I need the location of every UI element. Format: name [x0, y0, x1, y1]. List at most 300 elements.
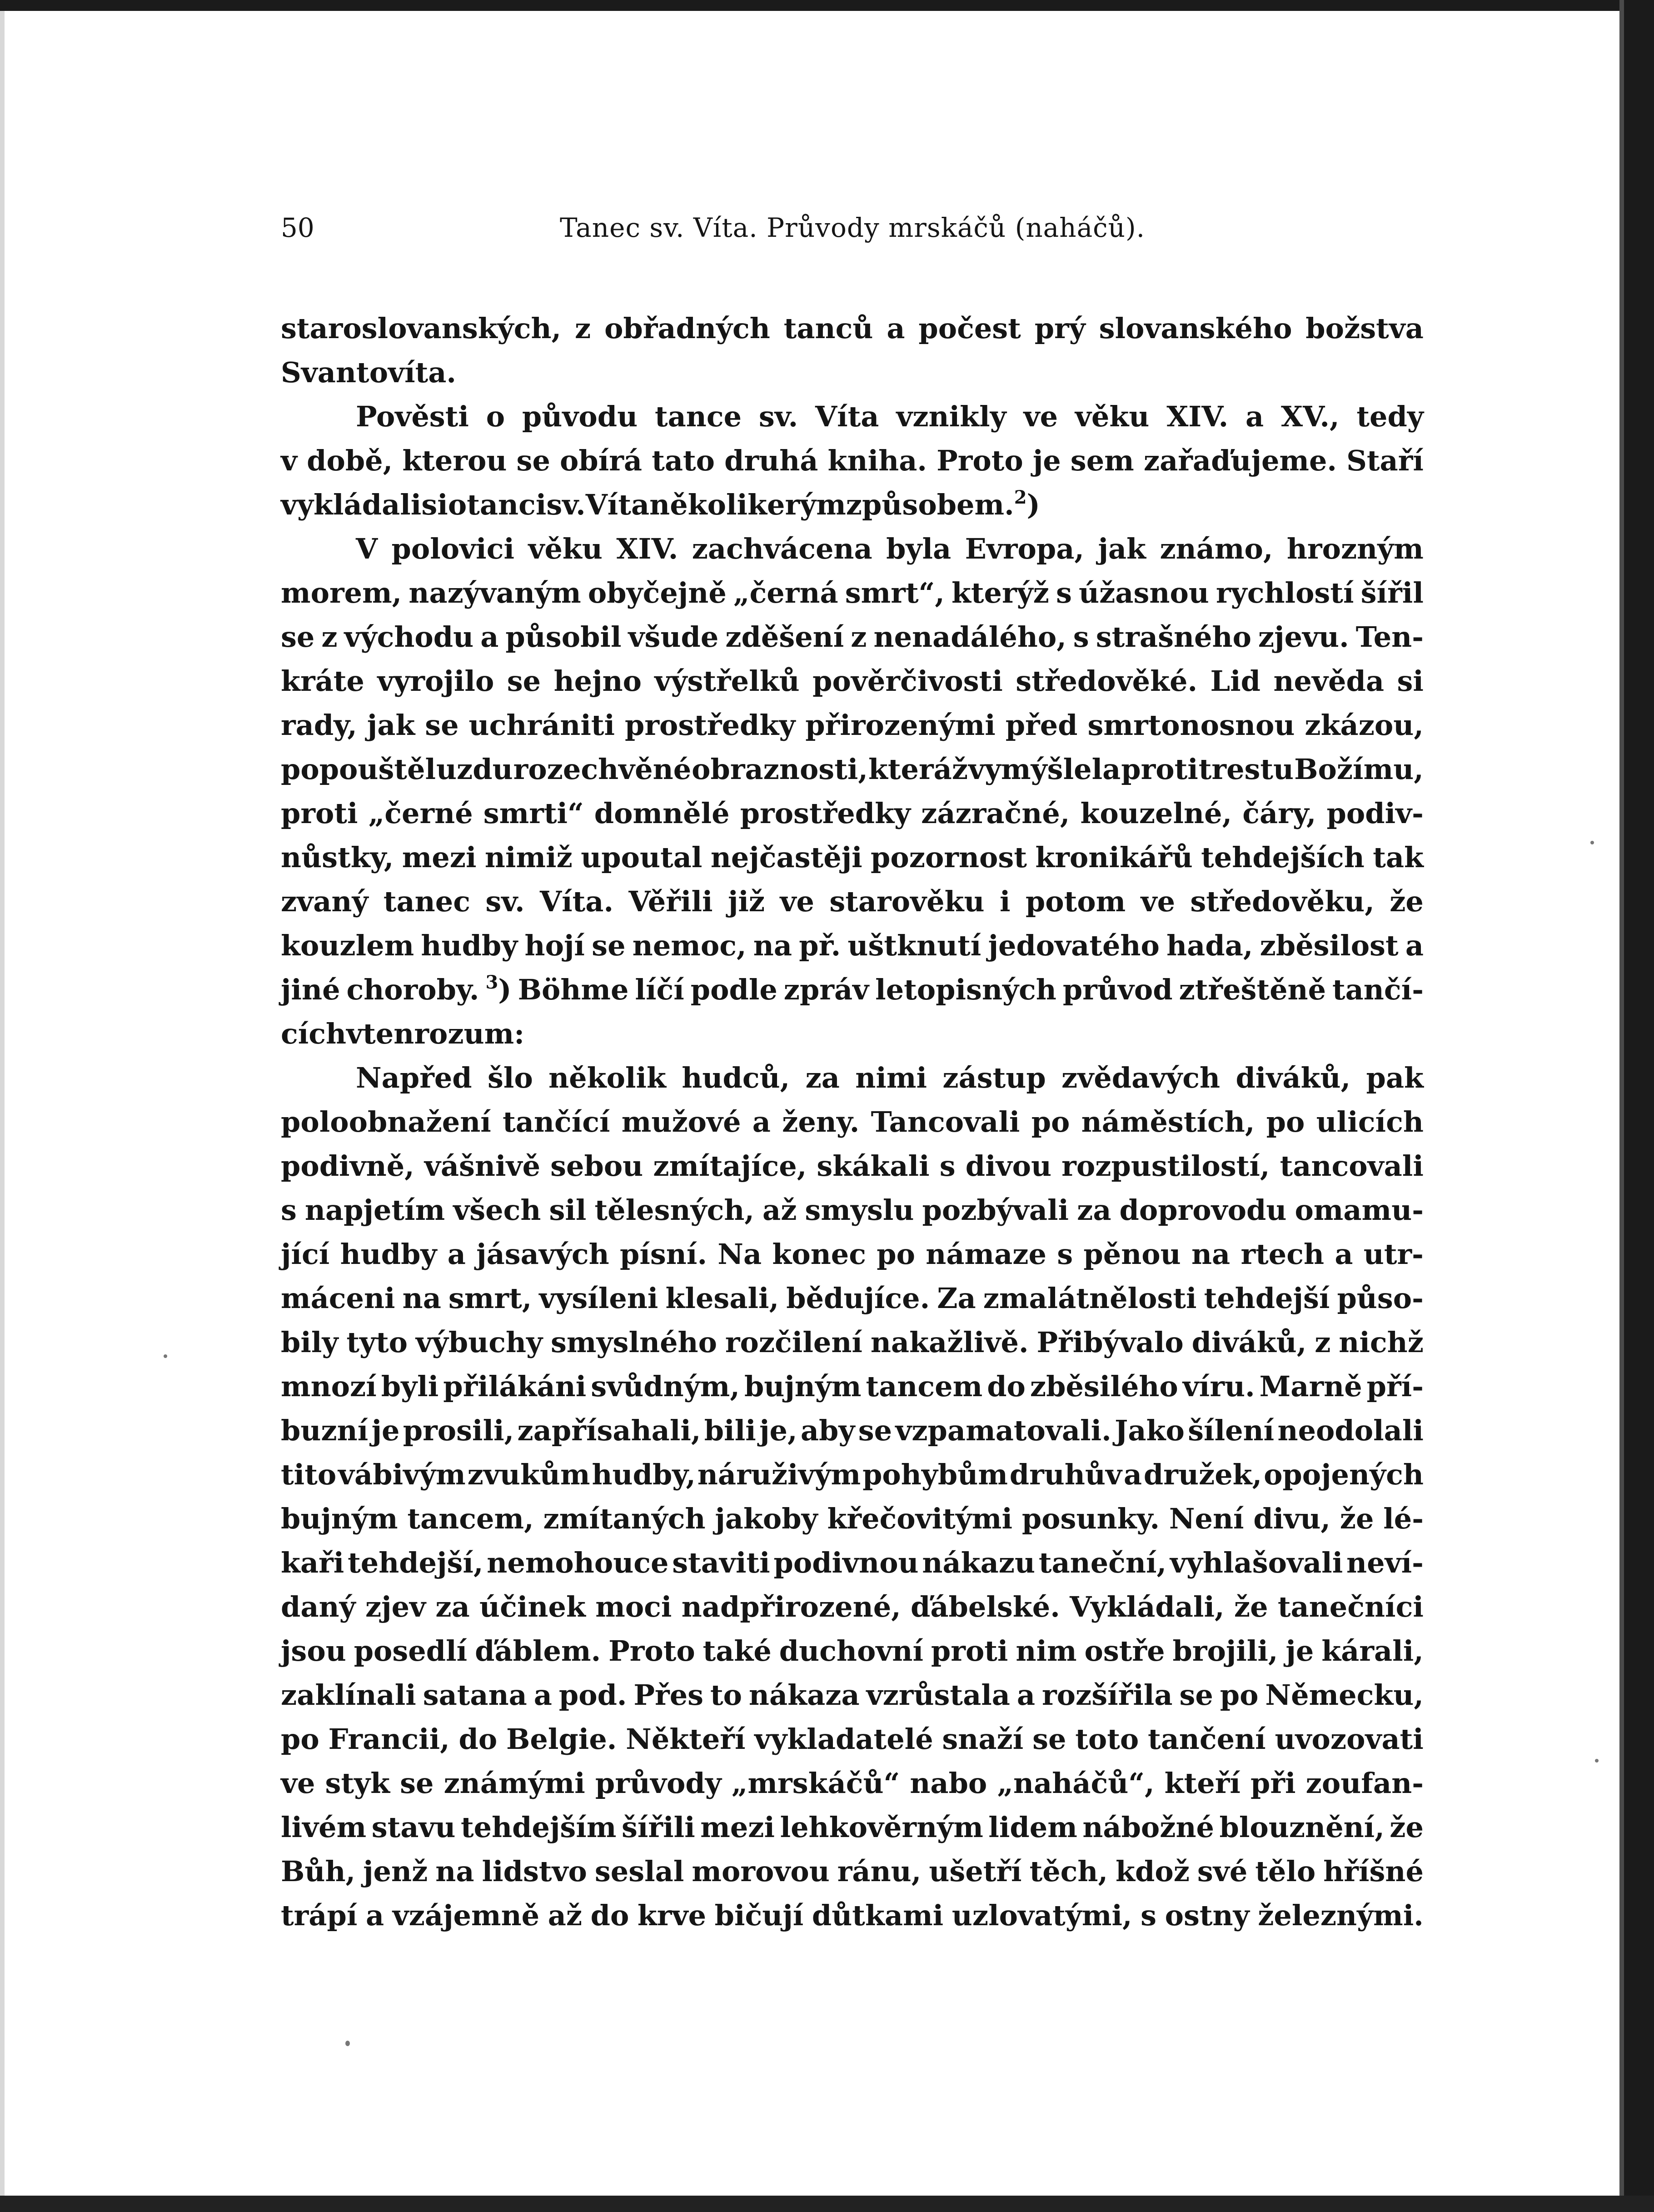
word: XIV.: [616, 532, 678, 565]
word: se: [281, 620, 315, 654]
word: si: [421, 488, 448, 521]
word: to: [710, 1678, 742, 1712]
word: podle: [690, 973, 777, 1006]
word: jící: [281, 1238, 330, 1271]
word: tak: [1373, 841, 1424, 874]
word: zapřísahali,: [517, 1414, 701, 1447]
scan-border-right: [1624, 0, 1654, 2212]
word: napjetím: [304, 1193, 445, 1227]
word: nůstky,: [281, 841, 394, 874]
word: proti: [1121, 753, 1198, 786]
word: zázračné,: [921, 797, 1070, 830]
word: tehdejší: [1204, 1282, 1330, 1315]
word: Německu,: [1265, 1678, 1424, 1712]
word: daný: [281, 1590, 356, 1623]
word: Marně: [1259, 1370, 1362, 1403]
word: proti: [281, 797, 358, 830]
word: vysíleni: [539, 1282, 658, 1315]
page-number: 50: [281, 212, 314, 243]
word: za: [805, 1061, 840, 1094]
word: do: [987, 1370, 1026, 1403]
word: ušetří: [929, 1855, 1022, 1888]
word: kronikářů: [1035, 841, 1193, 874]
word: morem,: [281, 576, 402, 609]
word: zděšení: [725, 620, 844, 654]
word: ulicích: [1316, 1105, 1424, 1138]
running-head: Tanec sv. Víta. Průvody mrskáčů (naháčů).: [560, 212, 1146, 243]
word: pak: [1366, 1061, 1424, 1094]
word: nimiž: [484, 841, 573, 874]
word: tělesných,: [594, 1193, 754, 1227]
word: zvědavých: [1061, 1061, 1221, 1094]
word: nimi: [855, 1061, 927, 1094]
word: diváků,: [1236, 1061, 1351, 1094]
word: trestu: [1198, 753, 1294, 786]
word: rozčilení: [725, 1326, 862, 1359]
word: zjevu.: [1258, 620, 1349, 654]
word: podivně,: [281, 1149, 414, 1183]
word: Jako: [1115, 1414, 1185, 1447]
word: s: [1056, 576, 1072, 609]
word: po: [877, 1238, 915, 1271]
word: jenž: [363, 1855, 428, 1888]
word: z: [1315, 1326, 1331, 1359]
word: Vykládali,: [1070, 1590, 1225, 1623]
word: se: [516, 444, 550, 477]
word: Pověsti: [356, 400, 469, 433]
word: uvozovati: [1275, 1723, 1424, 1756]
text-line: [281, 1188, 1424, 1232]
word: ve: [1141, 885, 1176, 918]
word: s: [1073, 620, 1089, 654]
text-line: [281, 1408, 1424, 1453]
word: rozum:: [414, 1017, 525, 1050]
word: křečovitými: [827, 1502, 1013, 1535]
word: bili: [704, 1414, 756, 1447]
word: letopisných: [875, 973, 1056, 1006]
word: lehkověrným: [780, 1811, 983, 1844]
word: rady,: [281, 709, 357, 742]
word: své: [1197, 1855, 1248, 1888]
word: Tancovali: [871, 1105, 1020, 1138]
word: nákaza: [748, 1678, 860, 1712]
word: pověrčivosti: [812, 664, 1003, 698]
word: prý: [1034, 312, 1086, 345]
word: že: [1390, 885, 1424, 918]
word: rozšířila: [1041, 1678, 1173, 1712]
word: úžasnou: [1079, 576, 1209, 609]
word: uzlovatými,: [952, 1899, 1132, 1932]
word: kterýž: [951, 576, 1049, 609]
word: Víta: [585, 488, 650, 521]
word: sebou: [550, 1149, 643, 1183]
word: průvod: [1062, 973, 1173, 1006]
word: sv.: [758, 400, 798, 433]
word: šířili: [621, 1811, 695, 1844]
word: středověké.: [1016, 664, 1198, 698]
word: Někteří: [626, 1723, 746, 1756]
word: zjev: [365, 1590, 426, 1623]
word: na: [753, 929, 792, 962]
word: tyto: [346, 1326, 408, 1359]
word: se: [507, 664, 541, 698]
word: zběsilého: [1030, 1370, 1178, 1403]
word: nakažlivě.: [870, 1326, 1029, 1359]
word: době,: [307, 444, 393, 477]
word: kaři: [281, 1546, 344, 1579]
word: na: [402, 1282, 441, 1315]
word: omamu-: [1295, 1193, 1424, 1227]
word: účinek: [479, 1590, 586, 1623]
text-line: [281, 483, 1424, 527]
word: Proto: [608, 1634, 695, 1668]
word: Bůh,: [281, 1855, 356, 1888]
word: před: [1005, 709, 1078, 742]
word: hada,: [1166, 929, 1253, 962]
word: působil: [505, 620, 622, 654]
text-line: [281, 703, 1424, 747]
word: s: [281, 1193, 297, 1227]
word: hříšné: [1323, 1855, 1424, 1888]
word: posedlí: [354, 1634, 468, 1668]
word: uzdu: [436, 753, 513, 786]
word: středověku,: [1190, 885, 1375, 918]
word: pozbývali: [922, 1193, 1069, 1227]
word: po: [1031, 1105, 1070, 1138]
word: tance: [654, 400, 742, 433]
word: Napřed: [356, 1061, 472, 1094]
word: zařaďujeme.: [1143, 444, 1337, 477]
word: hojí: [524, 929, 585, 962]
word: Na: [717, 1238, 762, 1271]
word: staroslovanských,: [281, 312, 562, 345]
word: divu,: [1253, 1502, 1330, 1535]
word: a: [887, 312, 905, 345]
word: mužové: [621, 1105, 741, 1138]
word: prostředky: [625, 709, 796, 742]
word: Víta: [815, 400, 879, 433]
word: důtkami: [812, 1899, 944, 1932]
word: tito: [281, 1458, 337, 1491]
word: mezi: [700, 1811, 775, 1844]
word: sv.: [546, 488, 586, 521]
word: zástup: [942, 1061, 1046, 1094]
word: nákazu: [922, 1546, 1036, 1579]
word: zpráv: [783, 973, 869, 1006]
word: při: [1250, 1767, 1296, 1800]
word: kteráž: [868, 753, 968, 786]
word: klesali,: [665, 1282, 779, 1315]
word: se: [1179, 1678, 1213, 1712]
word: rtech: [1240, 1238, 1325, 1271]
word: z: [574, 312, 591, 345]
word: bujným: [281, 1502, 398, 1535]
word: a: [447, 1238, 466, 1271]
text-line: [281, 615, 1424, 659]
word: vábivým: [338, 1458, 466, 1491]
text-line: [281, 527, 1424, 571]
word: s: [1057, 1238, 1073, 1271]
word: morovou: [692, 1855, 830, 1888]
text-line: [281, 1893, 1424, 1937]
text-line: [281, 1541, 1424, 1585]
word: staviti: [672, 1546, 770, 1579]
word: z: [851, 620, 867, 654]
word: Víta.: [539, 885, 614, 918]
word: až: [548, 1899, 583, 1932]
word: tanců: [783, 312, 873, 345]
word: písní.: [620, 1238, 707, 1271]
word: nenadálého,: [873, 620, 1066, 654]
word: v: [346, 1017, 363, 1050]
word: hejno: [553, 664, 642, 698]
word: ve: [780, 885, 814, 918]
text-line: [281, 1012, 1424, 1056]
word: na: [1191, 1238, 1231, 1271]
word: družek,: [1143, 1458, 1262, 1491]
word: zkázou,: [1305, 709, 1424, 742]
word: nejčastěji: [710, 841, 862, 874]
word: jakoby: [715, 1502, 818, 1535]
word: ve: [281, 1767, 315, 1800]
word: pří-: [1366, 1370, 1424, 1403]
body-text: [281, 306, 1424, 1937]
word: nemoc,: [632, 929, 747, 962]
word: buzní: [281, 1414, 369, 1447]
word: kteří: [1164, 1767, 1240, 1800]
word: stavu: [371, 1811, 456, 1844]
word: přirozenými: [805, 709, 996, 742]
word: rozechvěné: [513, 753, 692, 786]
word: železnými.: [1258, 1899, 1424, 1932]
word: vykladatelé: [754, 1723, 933, 1756]
word: hudby: [340, 1238, 437, 1271]
text-line: [281, 1849, 1424, 1893]
word: byli: [381, 1370, 439, 1403]
word: kárali,: [1321, 1634, 1424, 1668]
word: s: [1141, 1899, 1157, 1932]
word: taneční,: [1038, 1546, 1167, 1579]
word: si: [1397, 664, 1424, 698]
word: Ten-: [1355, 620, 1424, 654]
text-line: [281, 1805, 1424, 1849]
word: průvody: [595, 1767, 722, 1800]
word: podivnou: [773, 1546, 919, 1579]
word: doprovodu: [1119, 1193, 1287, 1227]
word: také: [702, 1634, 772, 1668]
word: hudby: [421, 929, 518, 962]
word: nemohouce: [487, 1546, 669, 1579]
word: př.: [799, 929, 841, 962]
word: polovici: [391, 532, 515, 565]
word: na: [435, 1855, 474, 1888]
word: mezi: [402, 841, 477, 874]
word: nim: [1016, 1634, 1077, 1668]
text-line: [281, 1320, 1424, 1364]
text-line: [281, 439, 1424, 483]
word: jedovatého: [988, 929, 1160, 962]
word: smrti“: [483, 797, 584, 830]
word: starověku: [829, 885, 985, 918]
text-line: [281, 659, 1424, 703]
word: ďáblem.: [475, 1634, 601, 1668]
word: tanečníci: [1277, 1590, 1424, 1623]
word: mnozí: [281, 1370, 377, 1403]
word: lidem: [988, 1811, 1077, 1844]
word: obraznosti,: [692, 753, 868, 786]
word: nadpřirozené,: [681, 1590, 901, 1623]
word: choroby.: [346, 973, 479, 1006]
word: a: [1245, 400, 1264, 433]
word: Belgie.: [506, 1723, 617, 1756]
footnote-ref: $^2$): [1014, 487, 1040, 521]
word: Božímu,: [1294, 753, 1424, 786]
word: i: [999, 885, 1011, 918]
word: z: [321, 620, 338, 654]
word: tanci: [467, 488, 547, 521]
text-line: [281, 1364, 1424, 1408]
word: lé-: [1383, 1502, 1424, 1535]
word: byla: [886, 532, 952, 565]
word: je: [1285, 1634, 1314, 1668]
word: pozornost: [871, 841, 1027, 874]
word: se: [400, 1767, 434, 1800]
word: „naháčů“,: [997, 1767, 1155, 1800]
word: přilákáni: [443, 1370, 587, 1403]
word: do: [590, 1899, 629, 1932]
word: tančící: [503, 1105, 610, 1138]
word: domnělé: [594, 797, 730, 830]
word: vášnivě: [424, 1149, 541, 1183]
word: obírá: [560, 444, 643, 477]
word: XIV.: [1166, 400, 1229, 433]
word: livém: [281, 1811, 367, 1844]
text-line: [281, 924, 1424, 968]
word: v: [281, 444, 298, 477]
word: nábožné: [1082, 1811, 1214, 1844]
word: a: [1335, 1238, 1353, 1271]
word: konec: [772, 1238, 867, 1271]
word: vykládali: [281, 488, 422, 521]
word: ostře: [1084, 1634, 1165, 1668]
scan-border-right-inner: [1619, 0, 1624, 2212]
word: strašného: [1096, 620, 1251, 654]
word: ostny: [1165, 1899, 1250, 1932]
word: sil: [549, 1193, 587, 1227]
word: jsou: [281, 1634, 346, 1668]
word: a: [1123, 1458, 1142, 1491]
word: a: [365, 1899, 384, 1932]
word: nichž: [1339, 1326, 1424, 1359]
word: Přes: [633, 1678, 704, 1712]
word: tancem,: [407, 1502, 534, 1535]
word: čáry,: [1242, 797, 1316, 830]
word: půso-: [1337, 1282, 1424, 1315]
word: zběsilost: [1260, 929, 1399, 962]
word: „černá: [733, 576, 838, 609]
word: smrt“,: [845, 576, 945, 609]
word: pěnou: [1083, 1238, 1181, 1271]
word: ten: [363, 1017, 414, 1050]
word: upoutal: [581, 841, 702, 874]
word: toto: [1075, 1723, 1139, 1756]
word: do: [458, 1723, 498, 1756]
word: náruživým: [697, 1458, 861, 1491]
word: již: [727, 885, 765, 918]
word: jiné: [281, 973, 340, 1006]
word: po: [1220, 1678, 1259, 1712]
word: ránu,: [837, 1855, 922, 1888]
word: se: [1032, 1723, 1066, 1756]
word: a: [480, 620, 499, 654]
text-line: [281, 571, 1424, 615]
word: pod.: [558, 1678, 627, 1712]
word: zmítajíce,: [653, 1149, 807, 1183]
word: ženy.: [782, 1105, 860, 1138]
word: že: [1234, 1590, 1268, 1623]
word: jásavých: [476, 1238, 609, 1271]
word: jak: [1098, 532, 1146, 565]
text-line: [281, 968, 1424, 1012]
word: potom: [1025, 885, 1126, 918]
text-line: [281, 350, 1424, 394]
word: Za: [937, 1282, 976, 1315]
word: smyslu: [805, 1193, 914, 1227]
word: cích: [281, 1017, 347, 1050]
word: prostředky: [740, 797, 911, 830]
word: smyslného: [551, 1326, 717, 1359]
word: za: [435, 1590, 470, 1623]
word: o: [486, 400, 505, 433]
text-line: [281, 1629, 1424, 1673]
word: trápí: [281, 1899, 358, 1932]
text-line: [281, 1056, 1424, 1100]
word: šílení: [1188, 1414, 1275, 1447]
text-line: [281, 1144, 1424, 1188]
word: ďábelské.: [911, 1590, 1060, 1623]
word: neví-: [1346, 1546, 1424, 1579]
word: lidstvo: [482, 1855, 587, 1888]
word: tehdejší,: [348, 1546, 483, 1579]
word: zmítaných: [543, 1502, 706, 1535]
word: tehdejším: [461, 1811, 617, 1844]
word: námaze: [926, 1238, 1046, 1271]
word: tato: [652, 444, 715, 477]
word: smrtonosnou: [1087, 709, 1295, 742]
word: svůdným,: [591, 1370, 740, 1403]
word: zaklínali: [281, 1678, 416, 1712]
word: divou: [965, 1149, 1052, 1183]
text-line: [281, 1100, 1424, 1144]
word: východu: [344, 620, 474, 654]
word: satana: [423, 1678, 527, 1712]
word: zachvácena: [692, 532, 872, 565]
word: vyhlašovali: [1170, 1546, 1343, 1579]
word: kterou: [402, 444, 507, 477]
word: po: [1266, 1105, 1305, 1138]
word: Svantovíta.: [281, 356, 457, 389]
word: vznikly: [896, 400, 1006, 433]
word: je,: [759, 1414, 797, 1447]
text-line: [281, 1453, 1424, 1497]
word: zvukům: [467, 1458, 590, 1491]
word: vymýšlela: [968, 753, 1121, 786]
word: popouštěl: [281, 753, 436, 786]
word: několik: [548, 1061, 667, 1094]
word: sem: [1070, 444, 1134, 477]
word: vzpamatovali.: [895, 1414, 1111, 1447]
word: všude: [628, 620, 719, 654]
